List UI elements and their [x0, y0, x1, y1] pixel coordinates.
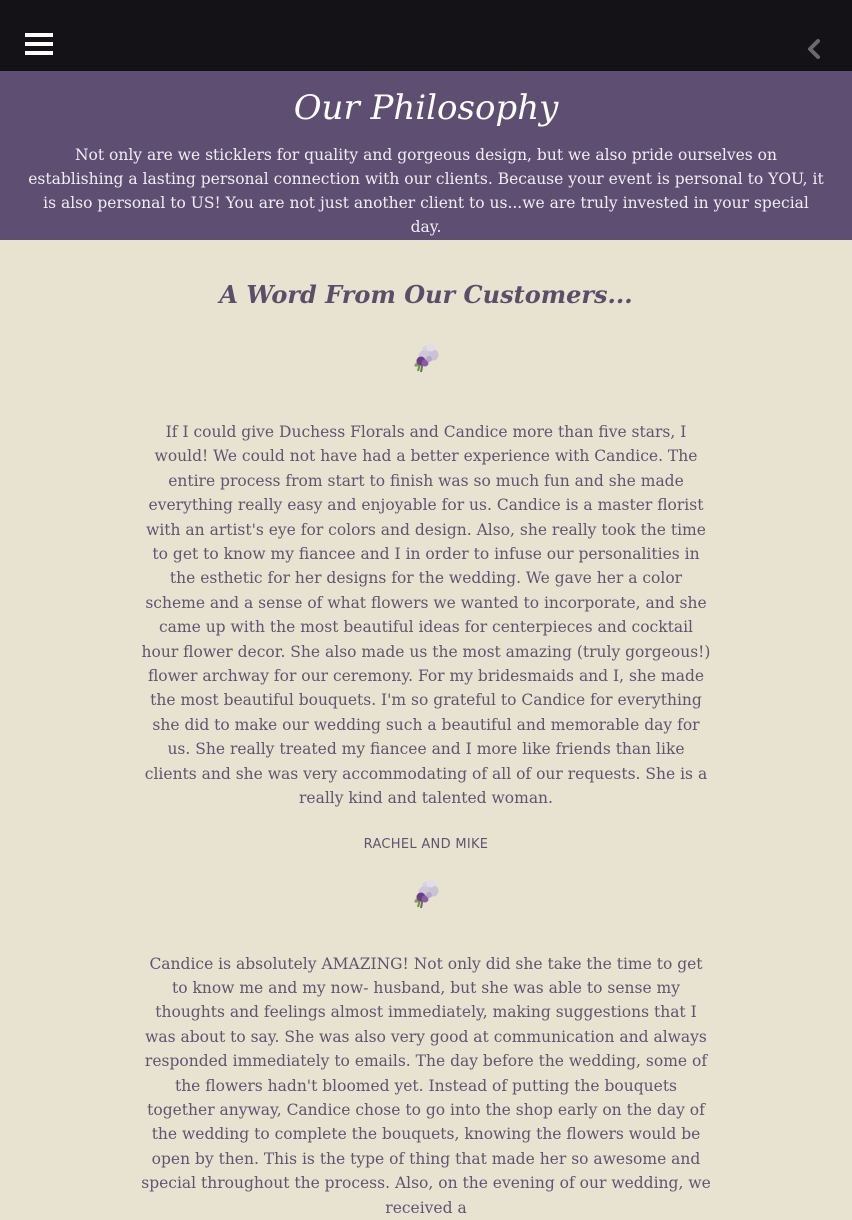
bouquet-icon — [409, 876, 443, 910]
testimonials-section — [0, 240, 852, 1220]
bouquet-icon — [409, 340, 443, 374]
testimonial-author: RACHEL AND MIKE — [363, 836, 489, 852]
testimonial-text: Candice is absolutely AMAZING! Not only did she take the time to get to know me and my now- husband, but she was able to sense my thoughts and feelings almost immediately, making suggestions that I was about to say. She was also very good at communication and always responded immediately to emails. The day before the wedding, some of the flowers hadn't bloomed yet. Instead of putting the bouquets together anyway, Candice chose to go into the shop early on the day of the wedding to complete the bouquets, knowing the flowers would be open by then. This is the type of thing that made her so awesome and special throughout the process. Also, on the evening of our wedding, we received a — [141, 954, 711, 1217]
customers-heading: A Word From Our Customers... — [219, 280, 633, 309]
philosophy-banner — [0, 71, 852, 240]
chevron-left-icon[interactable] — [806, 38, 822, 60]
testimonial-text: If I could give Duchess Florals and Candice more than five stars, I would! We could not have had a better experience with Candice. The entire process from start to finish was so much fun and she made everything really easy and enjoyable for us. Candice is a master florist with an artist's eye for colors and design. Also, she really took the time to get to know my fiancee and I in order to infuse our personalities in the esthetic for her designs for the wedding. We gave her a color scheme and a sense of what flowers we wanted to incorporate, and she came up with the most beautiful ideas for centerpieces and cocktail hour flower decor. She also made us the most amazing (truly gorgeous!) flower archway for our ceremony. For my bridesmaids and I, she made the most beautiful bouquets. I'm so grateful to Candice for everything she did to make our wedding such a beautiful and memorable day for us. She really treated my fiancee and I more like friends than like clients and she was very accommodating of all of our requests. She is a really kind and talented woman. — [141, 423, 711, 808]
philosophy-title: Our Philosophy — [293, 88, 559, 128]
philosophy-text: Not only are we sticklers for quality and gorgeous design, but we also pride ourselves on establishing a lasting personal connection with our clients. Because your event is personal to YOU, it is also personal to US! You are not just another client to us...we are truly invested in your special day. — [28, 146, 824, 236]
top-navigation-bar — [0, 0, 852, 71]
hamburger-menu-icon[interactable] — [25, 33, 53, 57]
